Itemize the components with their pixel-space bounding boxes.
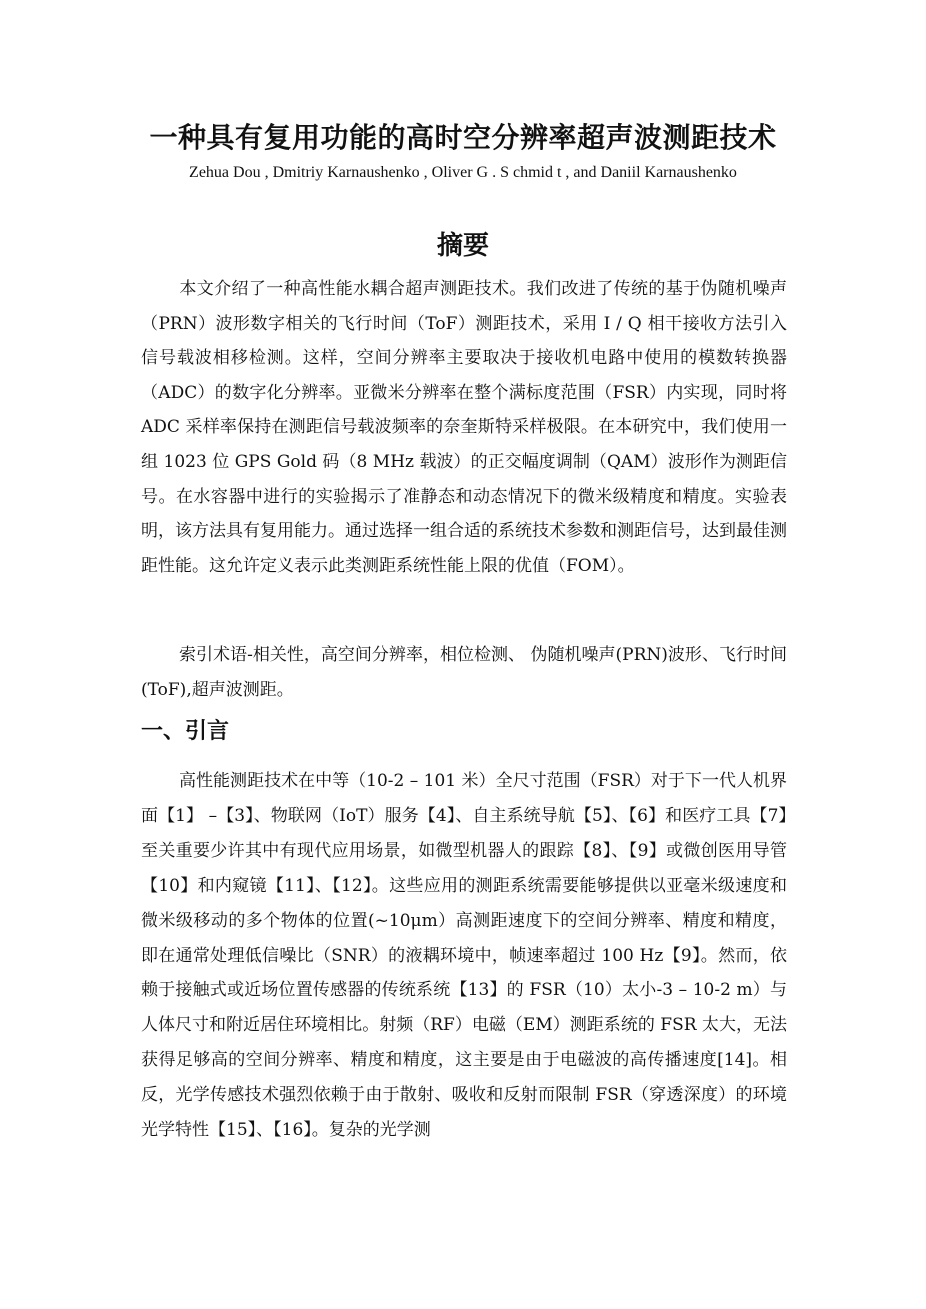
abstract-heading: 摘要: [436, 231, 489, 261]
introduction-paragraph: [141, 764, 787, 1148]
paper-title: 一种具有复用功能的高时空分辨率超声波测距技术: [149, 121, 777, 154]
section-heading-introduction: 一、引言: [141, 719, 230, 744]
index-terms-paragraph: [141, 638, 787, 707]
author-list: Zehua Dou , Dmitriy Karnaushenko , Oliver G . S chmid t , and Daniil Karnaushenko: [189, 164, 737, 181]
introduction-text: 高性能测距技术在中等（10-2 – 101 米）全尺寸范围（FSR）对于下一代人机界面【1】 –【3】、物联网（IoT）服务【4】、自主系统导航【5】、【6】和医疗工具【7】至关重要少许其中有现代应用场景，如微型机器人的跟踪【8】、【9】或微创医用导管【10】和内窥镜【11】、【12】。这些应用的测距系统需要能够提供以亚毫米级速度和微米级移动的多个物体的位置(~10μm）高测距速度下的空间分辨率、精度和精度，即在通常处理低信噪比（SNR）的液耦环境中，帧速率超过 100 Hz【9】。然而，依赖于接触式或近场位置传感器的传统系统【13】的 FSR（10）太小-3 – 10-2 m）与人体尺寸和附近居住环境相比。射频（RF）电磁（EM）测距系统的 FSR 太大，无法获得足够高的空间分辨率、精度和精度，这主要是由于电磁波的高传播速度[14]。相反，光学传感技术强烈依赖于由于散射、吸收和反射而限制 FSR（穿透深度）的环境光学特性【15】、【16】。复杂的光学测: [141, 771, 787, 1141]
abstract-paragraph: [141, 272, 787, 583]
index-terms-text: 索引术语-相关性，高空间分辨率，相位检测、 伪随机噪声(PRN)波形、飞行时间 (ToF),超声波测距。: [141, 645, 787, 700]
abstract-text: 本文介绍了一种高性能水耦合超声测距技术。我们改进了传统的基于伪随机噪声（PRN）波形数字相关的飞行时间（ToF）测距技术，采用 I / Q 相干接收方法引入信号载波相移检测。这样，空间分辨率主要取决于接收机电路中使用的模数转换器（ADC）的数字化分辨率。亚微米分辨率在整个满标度范围（FSR）内实现，同时将 ADC 采样率保持在测距信号载波频率的奈奎斯特采样极限。在本研究中，我们使用一组 1023 位 GPS Gold 码（8 MHz 载波）的正交幅度调制（QAM）波形作为测距信号。在水容器中进行的实验揭示了准静态和动态情况下的微米级精度和精度。实验表明，该方法具有复用能力。通过选择一组合适的系统技术参数和测距信号，达到最佳测距性能。这允许定义表示此类测距系统性能上限的优值（FOM）。: [141, 279, 787, 576]
